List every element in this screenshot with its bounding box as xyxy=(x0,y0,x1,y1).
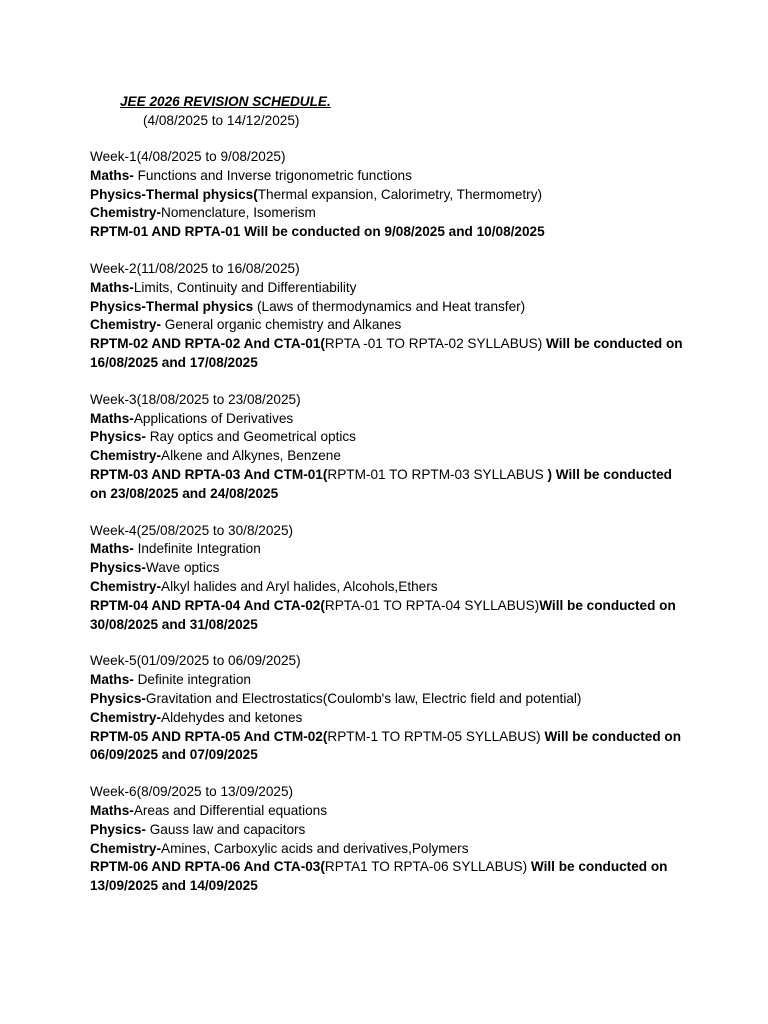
chemistry-line xyxy=(90,709,690,728)
maths-label: Maths- xyxy=(90,410,134,426)
physics-line xyxy=(90,428,690,447)
test-syllabus: RPTA -01 TO RPTA-02 SYLLABUS) xyxy=(324,336,543,352)
maths-label: Maths- xyxy=(90,279,134,295)
test-syllabus: RPTM-01 TO RPTM-03 SYLLABUS xyxy=(327,466,544,482)
test-syllabus: RPTA-01 TO RPTA-04 SYLLABUS) xyxy=(324,597,540,613)
physics-label: Physics- xyxy=(90,690,146,706)
physics-label: Physics-Thermal physics( xyxy=(90,186,258,202)
test-names: RPTM-04 AND RPTA-04 And CTA-02( xyxy=(90,597,325,613)
document-page xyxy=(90,92,690,896)
test-dates: Will be conducted on 13/09/2025 and 14/09/2025 xyxy=(90,859,668,894)
maths-label: Maths- xyxy=(90,802,134,818)
physics-line xyxy=(90,690,690,709)
physics-label: Physics- xyxy=(90,560,146,576)
week-heading: Week-6(8/09/2025 to 13/09/2025) xyxy=(90,784,294,800)
maths-line xyxy=(90,167,690,186)
physics-topics: Ray optics and Geometrical optics xyxy=(145,429,356,445)
test-names: RPTM-06 AND RPTA-06 And CTA-03( xyxy=(90,859,325,875)
test-dates: ) Will be conducted on 23/08/2025 and 24/08/2025 xyxy=(90,466,672,501)
maths-label: Maths- xyxy=(90,672,134,688)
maths-topics: Definite integration xyxy=(133,672,251,688)
chemistry-label: Chemistry- xyxy=(90,448,162,464)
chemistry-topics: Aldehydes and ketones xyxy=(161,709,303,725)
chemistry-line xyxy=(90,447,690,466)
week-heading: Week-5(01/09/2025 to 06/09/2025) xyxy=(90,653,301,669)
physics-topics: Thermal expansion, Calorimetry, Thermometry) xyxy=(257,186,543,202)
physics-line xyxy=(90,298,690,317)
physics-topics: Wave optics xyxy=(145,560,220,576)
physics-label: Physics- xyxy=(90,429,146,445)
chemistry-line xyxy=(90,578,690,597)
chemistry-line xyxy=(90,204,690,223)
week-block xyxy=(90,652,690,765)
test-schedule-line xyxy=(90,858,690,896)
schedule-date-range: (4/08/2025 to 14/12/2025) xyxy=(143,113,300,128)
chemistry-label: Chemistry- xyxy=(90,317,162,333)
maths-topics: Areas and Differential equations xyxy=(133,802,328,818)
test-names: RPTM-03 AND RPTA-03 And CTM-01( xyxy=(90,466,328,482)
chemistry-label: Chemistry- xyxy=(90,709,162,725)
chemistry-topics: Alkyl halides and Aryl halides, Alcohols,Ethers xyxy=(161,578,438,594)
maths-line xyxy=(90,671,690,690)
week-heading: Week-3(18/08/2025 to 23/08/2025) xyxy=(90,391,301,407)
maths-line xyxy=(90,279,690,298)
physics-label: Physics-Thermal physics xyxy=(90,298,254,314)
chemistry-label: Chemistry- xyxy=(90,205,162,221)
test-syllabus: RPTM-1 TO RPTM-05 SYLLABUS) xyxy=(327,728,541,744)
chemistry-line xyxy=(90,316,690,335)
test-names: RPTM-02 AND RPTA-02 And CTA-01( xyxy=(90,336,325,352)
week-block xyxy=(90,148,690,242)
physics-line xyxy=(90,821,690,840)
weeks-list xyxy=(90,148,690,896)
test-names: RPTM-01 AND RPTA-01 Will be conducted on 9/08/2025 and 10/08/2025 xyxy=(90,224,545,240)
physics-topics: (Laws of thermodynamics and Heat transfer) xyxy=(253,298,526,314)
chemistry-label: Chemistry- xyxy=(90,840,162,856)
title-text: JEE 2026 REVISION SCHEDULE. xyxy=(120,94,331,109)
physics-line xyxy=(90,559,690,578)
week-heading: Week-2(11/08/2025 to 16/08/2025) xyxy=(90,260,300,276)
maths-topics: Functions and Inverse trigonometric functions xyxy=(133,167,412,183)
physics-topics: Gravitation and Electrostatics(Coulomb's law, Electric field and potential) xyxy=(145,690,582,706)
week-block xyxy=(90,260,690,373)
week-block xyxy=(90,783,690,896)
maths-line xyxy=(90,410,690,429)
test-schedule-line xyxy=(90,223,690,242)
week-heading: Week-1(4/08/2025 to 9/08/2025) xyxy=(90,149,286,164)
test-schedule-line xyxy=(90,597,690,635)
test-schedule-line xyxy=(90,728,690,766)
maths-topics: Limits, Continuity and Differentiability xyxy=(133,279,357,295)
maths-label: Maths- xyxy=(90,541,134,557)
test-syllabus: RPTA1 TO RPTA-06 SYLLABUS) xyxy=(324,859,528,875)
test-names: RPTM-05 AND RPTA-05 And CTM-02( xyxy=(90,728,328,744)
test-schedule-line xyxy=(90,466,690,504)
chemistry-label: Chemistry- xyxy=(90,578,162,594)
test-dates: Will be conducted on 06/09/2025 and 07/09/2025 xyxy=(90,728,682,763)
week-block xyxy=(90,391,690,504)
chemistry-topics: Alkene and Alkynes, Benzene xyxy=(161,448,341,464)
test-schedule-line xyxy=(90,335,690,373)
maths-label: Maths- xyxy=(90,167,134,183)
physics-label: Physics- xyxy=(90,821,146,837)
maths-topics: Applications of Derivatives xyxy=(133,410,294,426)
test-dates: Will be conducted on 16/08/2025 and 17/08/2025 xyxy=(90,336,683,370)
chemistry-line xyxy=(90,840,690,859)
maths-line xyxy=(90,802,690,821)
maths-topics: Indefinite Integration xyxy=(133,541,261,557)
chemistry-topics: Amines, Carboxylic acids and derivatives,Polymers xyxy=(161,840,469,856)
physics-topics: Gauss law and capacitors xyxy=(145,821,306,837)
chemistry-topics: Nomenclature, Isomerism xyxy=(161,205,316,221)
physics-line xyxy=(90,186,690,205)
week-block xyxy=(90,522,690,635)
chemistry-topics: General organic chemistry and Alkanes xyxy=(161,317,402,333)
maths-line xyxy=(90,540,690,559)
week-heading: Week-4(25/08/2025 to 30/8/2025) xyxy=(90,522,294,538)
document-title xyxy=(90,92,690,111)
test-dates: Will be conducted on 30/08/2025 and 31/08/2025 xyxy=(90,597,676,632)
